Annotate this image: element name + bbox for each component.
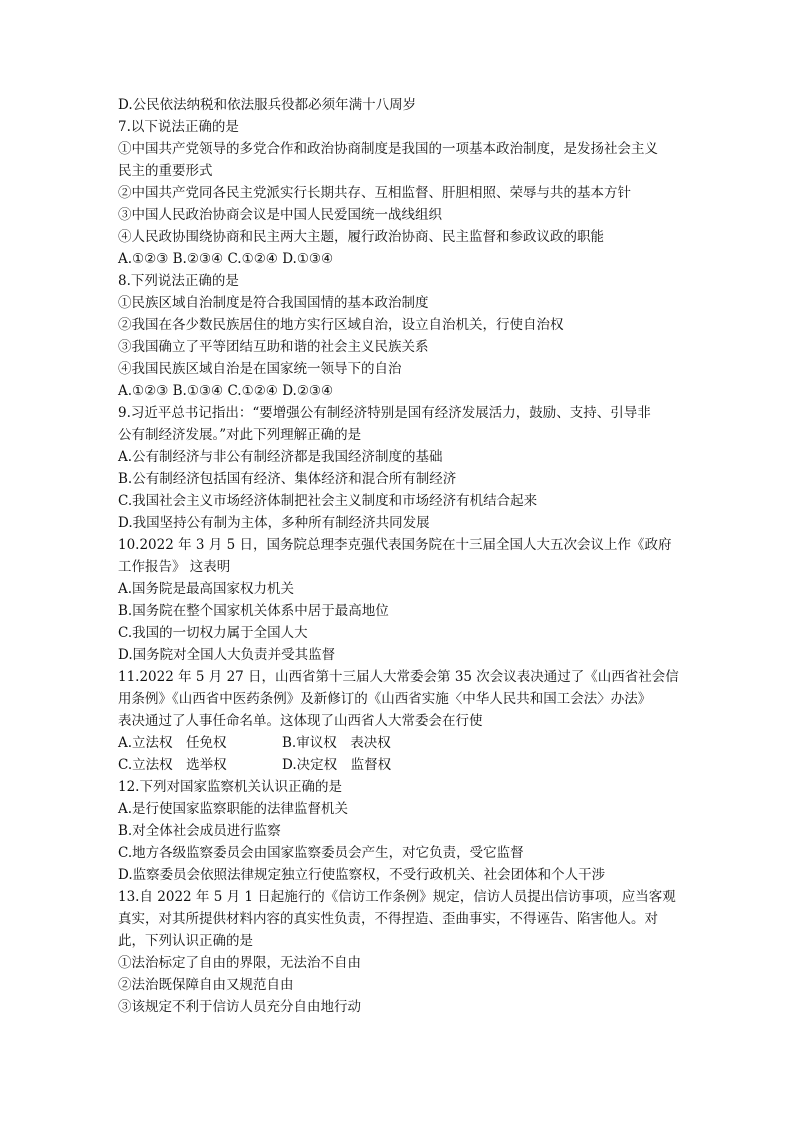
q10-stem: 工作报告》 这表明 [118,559,231,575]
q10-option: B.国务院在整个国家机关体系中居于最高地位 [118,603,389,619]
q13-item: ②法治既保障自由又规范自由 [118,977,294,993]
q13-item: ①法治标定了自由的界限，无法治不自由 [118,955,361,971]
q12-option: A.是行使国家监察职能的法律监督机关 [118,801,349,817]
q10-option: C.我国的一切权力属于全国人大 [118,625,308,641]
page-content [118,94,678,1018]
q10-option: A.国务院是最高国家权力机关 [118,581,295,597]
q7-item: ①中国共产党领导的多党合作和政治协商制度是我国的一项基本政治制度，是发扬社会主义 [118,141,658,157]
q8-item: ②我国在各少数民族居住的地方实行区域自治，设立自治机关，行使自治权 [118,317,564,333]
q8-item: ③我国确立了平等团结互助和谐的社会主义民族关系 [118,339,429,355]
q11-stem: 11.2022 年 5 月 27 日，山西省第十三届人大常委会第 35 次会议表决通过了《山西省社会信 [118,669,679,685]
q7-item: ③中国人民政治协商会议是中国人民爱国统一战线组织 [118,207,442,223]
q12-option: D.监察委员会依照法律规定独立行使监察权，不受行政机关、社会团体和个人干涉 [118,867,606,883]
q9-option: A.公有制经济与非公有制经济都是我国经济制度的基础 [118,449,443,465]
q8-options: A.①②③ B.①③④ C.①②④ D.②③④ [118,383,334,399]
q10-option: D.国务院对全国人大负责并受其监督 [118,647,336,663]
q7-item: ④人民政协围绕协商和民主两大主题，履行政治协商、民主监督和参政议政的职能 [118,229,604,245]
q12-option: C.地方各级监察委员会由国家监察委员会产生，对它负责，受它监督 [118,845,524,861]
q9-option: C.我国社会主义市场经济体制把社会主义制度和市场经济有机结合起来 [118,493,538,509]
question-10 [118,534,678,666]
q7-item: 民主的重要形式 [118,163,213,179]
question-8 [118,270,678,402]
q11-options-row [118,754,678,776]
q7-stem: 7.以下说法正确的是 [118,119,239,135]
q12-option: B.对全体社会成员进行监察 [118,823,281,839]
q11-options-row [118,732,678,754]
question-11 [118,666,678,776]
q9-option: D.我国坚持公有制为主体，多种所有制经济共同发展 [118,515,430,531]
q13-item: ③该规定不利于信访人员充分自由地行动 [118,999,361,1015]
question-7 [118,116,678,270]
q6-option-d: D.公民依法纳税和依法服兵役都必须年满十八周岁 [118,97,417,113]
q12-stem: 12.下列对国家监察机关认识正确的是 [118,779,342,795]
q13-stem: 此，下列认识正确的是 [118,933,253,949]
q11-option-a: A.立法权 任免权 [118,735,227,751]
q8-item: ④我国民族区域自治是在国家统一领导下的自治 [118,361,402,377]
q13-stem: 真实，对其所提供材料内容的真实性负责，不得捏造、歪曲事实，不得诬告、陷害他人。对 [118,911,658,927]
q7-item: ②中国共产党同各民主党派实行长期共存、互相监督、肝胆相照、荣辱与共的基本方针 [118,185,631,201]
question-9 [118,402,678,534]
q11-option-d: D.决定权 监督权 [282,757,392,773]
q8-stem: 8.下列说法正确的是 [118,273,239,289]
question-13 [118,886,678,1018]
q13-stem: 13.自 2022 年 5 月 1 日起施行的《信访工作条例》规定，信访人员提出信访事项，应当客观 [118,889,676,905]
q11-stem: 表决通过了人事任命名单。这体现了山西省人大常委会在行使 [118,713,483,729]
q11-stem: 用条例》《山西省中医药条例》及新修订的《山西省实施〈中华人民共和国工会法〉办法》 [118,691,652,707]
q9-stem: 公有制经济发展。”对此下列理解正确的是 [118,427,362,443]
q9-stem: 9.习近平总书记指出：“要增强公有制经济特别是国有经济发展活力，鼓励、支持、引导非 [118,405,651,421]
q8-item: ①民族区域自治制度是符合我国国情的基本政治制度 [118,295,429,311]
q10-stem: 10.2022 年 3 月 5 日，国务院总理李克强代表国务院在十三届全国人大五次会议上作《政府 [118,537,672,553]
q7-options: A.①②③ B.②③④ C.①②④ D.①③④ [118,251,334,267]
question-12 [118,776,678,886]
q11-option-b: B.审议权 表决权 [282,735,391,751]
q11-option-c: C.立法权 选举权 [118,757,227,773]
q9-option: B.公有制经济包括国有经济、集体经济和混合所有制经济 [118,471,457,487]
